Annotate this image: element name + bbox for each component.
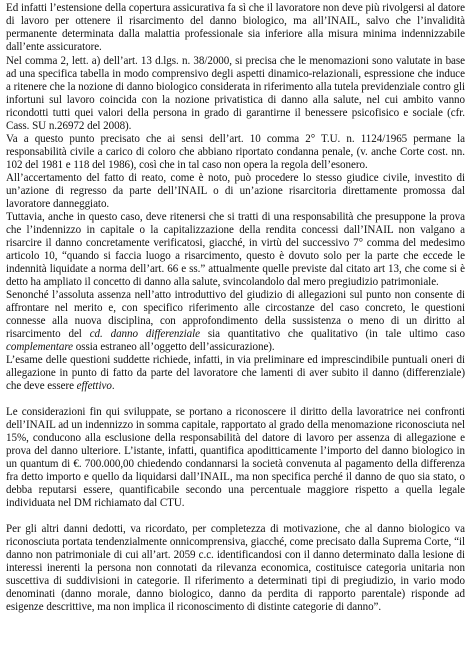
paragraph-5: Tuttavia, anche in questo caso, deve ritenersi che si tratti di una responsabilità che presuppone la prova che l’indennizzo in capitale o la capitalizzazione della rendita concessi dall’INAIL non valgano a risarcire il danno concretamente verificatosi, giacché, in virtù del successivo 7° comma del medesimo articolo 10, “quando si faccia luogo a risarcimento, questo è dovuto solo per la parte che eccede le indennità liquidate a norma dell’art. 66 e ss.” attualmente quelle previste dal citato art 13, che come si è detto ha ampliato il concetto di danno alla salute, svincolandolo dal mero pregiudizio patrimoniale. xyxy=(6,211,465,288)
paragraph-7 xyxy=(6,354,465,393)
paragraph-6-text-a: Senonché l’assoluta assenza nell’atto introduttivo del giudizio di allegazioni sul punto non consente di affrontare nel merito e, con specifico riferimento alle circostanze del caso concreto, le questioni connesse alla nuova disciplina, con approfondimento della sussistenza o meno di un diritto al risarcimento del xyxy=(6,289,465,340)
danno-differenziale-term: cd. danno differenziale xyxy=(89,328,201,340)
paragraph-7-text-b: . xyxy=(111,380,115,392)
paragraph-1: Ed infatti l’estensione della copertura assicurativa fa sì che il lavoratore non deve più rivolgersi al datore di lavoro per ottenere il risarcimento del danno biologico, ma all’INAIL, salvo che l’invalidità permanente determinata dalla malattia professionale sia inferiore alla misura minima indennizzabile dall’ente assicuratore. xyxy=(6,2,465,53)
paragraph-7-text-a: L’esame delle questioni suddette richiede, infatti, in via preliminare ed imprescindibile puntuali oneri di allegazione in punto di fatto da parte del lavoratore che lamenti di aver subito il danno (differenziale) che deve essere xyxy=(6,354,465,392)
paragraph-2: Nel comma 2, lett. a) dell’art. 13 d.lgs. n. 38/2000, si precisa che le menomazioni sono valutate in base ad una specifica tabella in modo comprensivo degli aspetti dinamico-relazionali, espressione che induce a ritenere che la nozione di danno biologico considerata in riferimento alla tutela previdenziale contro gli infortuni sul lavoro coincida con la nozione privatistica di danno alla salute, nel cui ambito vanno ricondotti tutti quei valori della persona in grado di garantirne il benessere psicofisico e sociale (cfr. Cass. SU n.26972 del 2008). xyxy=(6,55,465,132)
paragraph-6-text-b: sia quantitativo che qualitativo (in tale ultimo caso xyxy=(207,328,465,340)
paragraph-3: Va a questo punto precisato che ai sensi dell’art. 10 comma 2° T.U. n. 1124/1965 permane la responsabilità civile a carico di coloro che abbiano riportato condanna penale, (v. anche Corte cost. nn. 102 del 1981 e 118 del 1986), così che in tal caso non opera la regola dell’esonero. xyxy=(6,133,465,171)
complementare-term: complementare xyxy=(6,341,74,353)
paragraph-9: Per gli altri danni dedotti, va ricordato, per completezza di motivazione, che al danno biologico va riconosciuta portata tendenzialmente onnicomprensiva, giacché, come precisato dalla Suprema Corte, “il danno non patrimoniale di cui all’art. 2059 c.c. identificandosi con il danno determinato dalla lesione di interessi inerenti la persona non connotati da rilevanza economica, costituisce categoria unitaria non suscettiva di suddivisioni in categorie. Il riferimento a determinati tipi di pregiudizio, in vario modo denominati (danno morale, danno biologico, danno da perdita di rapporto parentale) risponde ad esigenze descrittive, ma non implica il riconoscimento di distinte categorie di danno”. xyxy=(6,523,465,613)
paragraph-8: Le considerazioni fin qui sviluppate, se portano a riconoscere il diritto della lavoratrice nei confronti dell’INAIL ad un indennizzo in somma capitale, rapportato al grado della menomazione riconosciuta nel 15%, conducono alla esclusione della responsabilità del datore di lavoro per assenza di allegazione e prova del danno ulteriore. L’istante, infatti, quantifica apoditticamente l’importo del danno biologico in un quantum di €. 700.000,00 chiedendo condannarsi la società convenuta al pagamento della differenza fra detto importo e quello da liquidarsi dall’INAIL, ma non specifica perché il danno de quo sia stato, o debba reputarsi essere, quantificabile secondo una percentuale maggiore rispetto a quella legale individuata nel DM richiamato dal CTU. xyxy=(6,406,465,509)
paragraph-4: All’accertamento del fatto di reato, come è noto, può procedere lo stesso giudice civile, investito di un’azione di regresso da parte dell’INAIL o di un’azione risarcitoria direttamente promossa dal lavoratore danneggiato. xyxy=(6,172,465,210)
paragraph-6 xyxy=(6,289,465,354)
effettivo-term: effettivo xyxy=(76,380,112,392)
paragraph-6-text-c: ossia estraneo all’oggetto dell’assicurazione). xyxy=(75,341,275,353)
